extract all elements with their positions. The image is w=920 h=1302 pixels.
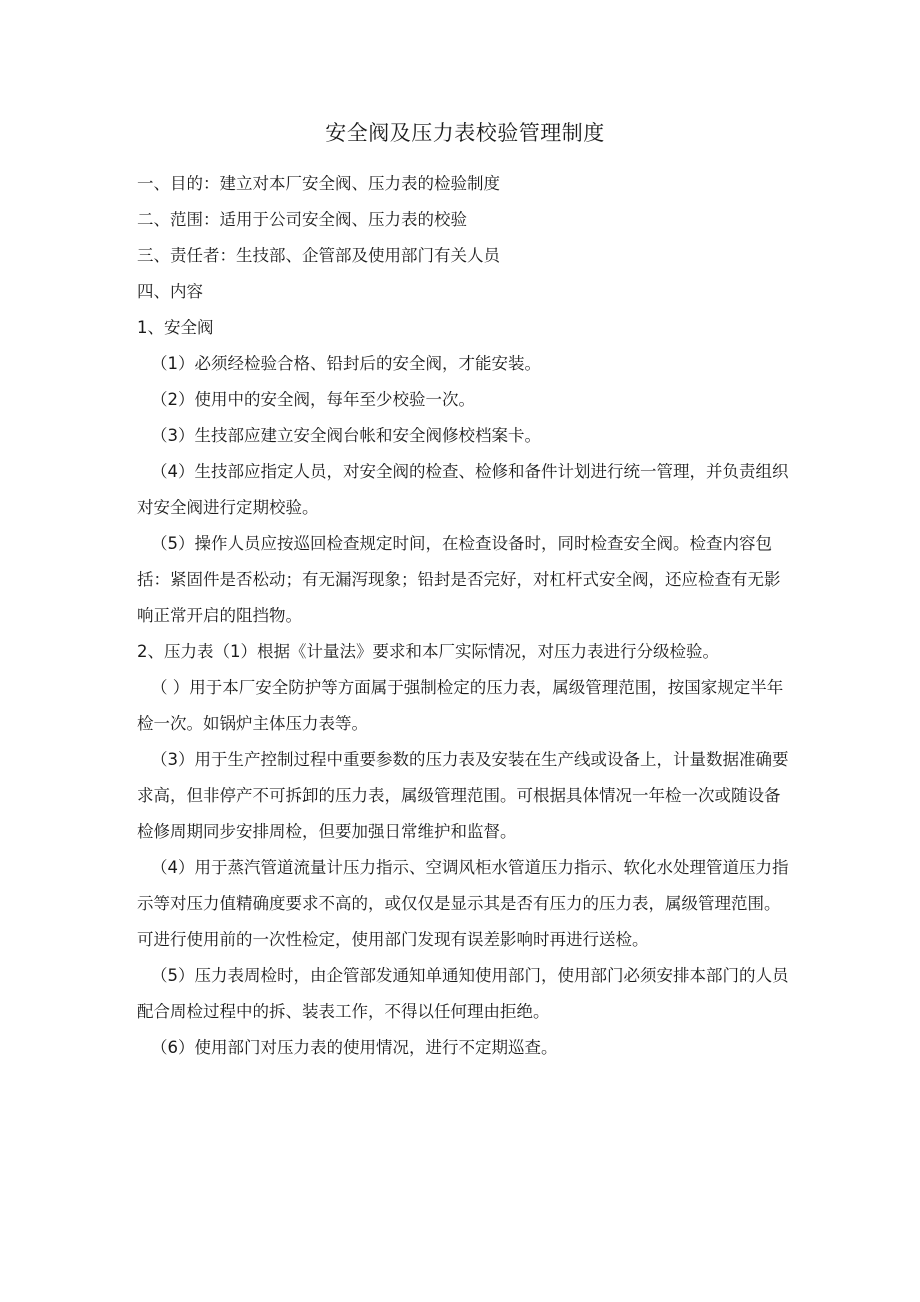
pressure-gauge-item-2: （ ）用于本厂安全防护等方面属于强制检定的压力表，属级管理范围，按国家规定半年检一次。如锅炉主体压力表等。	[137, 678, 784, 733]
document-title: 安全阀及压力表校验管理制度	[325, 121, 605, 145]
document-body	[137, 166, 789, 1066]
section-content-heading: 四、内容	[137, 282, 203, 301]
safety-valve-item-1: （1）必须经检验合格、铅封后的安全阀，才能安装。	[151, 354, 541, 373]
pressure-gauge-item-3: （3）用于生产控制过程中重要参数的压力表及安装在生产线或设备上，计量数据准确要求高，但非停产不可拆卸的压力表，属级管理范围。可根据具体情况一年检一次或随设备检修周期同步安排周检，但要加强日常维护和监督。	[137, 750, 789, 841]
safety-valve-item-2: （2）使用中的安全阀，每年至少校验一次。	[151, 390, 475, 409]
section-responsible: 三、责任者：生技部、企管部及使用部门有关人员	[137, 246, 500, 265]
safety-valve-item-4: （4）生技部应指定人员，对安全阀的检查、检修和备件计划进行统一管理，并负责组织对安全阀进行定期校验。	[137, 462, 789, 517]
section-purpose: 一、目的：建立对本厂安全阀、压力表的检验制度	[137, 174, 500, 193]
pressure-gauge-item-6: （6）使用部门对压力表的使用情况，进行不定期巡查。	[151, 1038, 558, 1057]
pressure-gauge-item-4: （4）用于蒸汽管道流量计压力指示、空调风柜水管道压力指示、软化水处理管道压力指示等对压力值精确度要求不高的，或仅仅是显示其是否有压力的压力表，属级管理范围。可进行使用前的一次性检定，使用部门发现有误差影响时再进行送检。	[137, 858, 789, 949]
pressure-gauge-item-5: （5）压力表周检时，由企管部发通知单通知使用部门，使用部门必须安排本部门的人员配合周检过程中的拆、装表工作，不得以任何理由拒绝。	[137, 966, 789, 1021]
safety-valve-item-5: （5）操作人员应按巡回检查规定时间，在检查设备时，同时检查安全阀。检查内容包括：紧固件是否松动；有无漏泻现象；铅封是否完好，对杠杆式安全阀，还应检查有无影响正常开启的阻挡物。	[137, 534, 781, 625]
section-scope: 二、范围：适用于公司安全阀、压力表的校验	[137, 210, 467, 229]
safety-valve-item-3: （3）生技部应建立安全阀台帐和安全阀修校档案卡。	[151, 426, 541, 445]
subsection-safety-valve: 1、安全阀	[137, 318, 214, 337]
subsection-pressure-gauge: 2、压力表（1）根据《计量法》要求和本厂实际情况，对压力表进行分级检验。	[137, 642, 719, 661]
